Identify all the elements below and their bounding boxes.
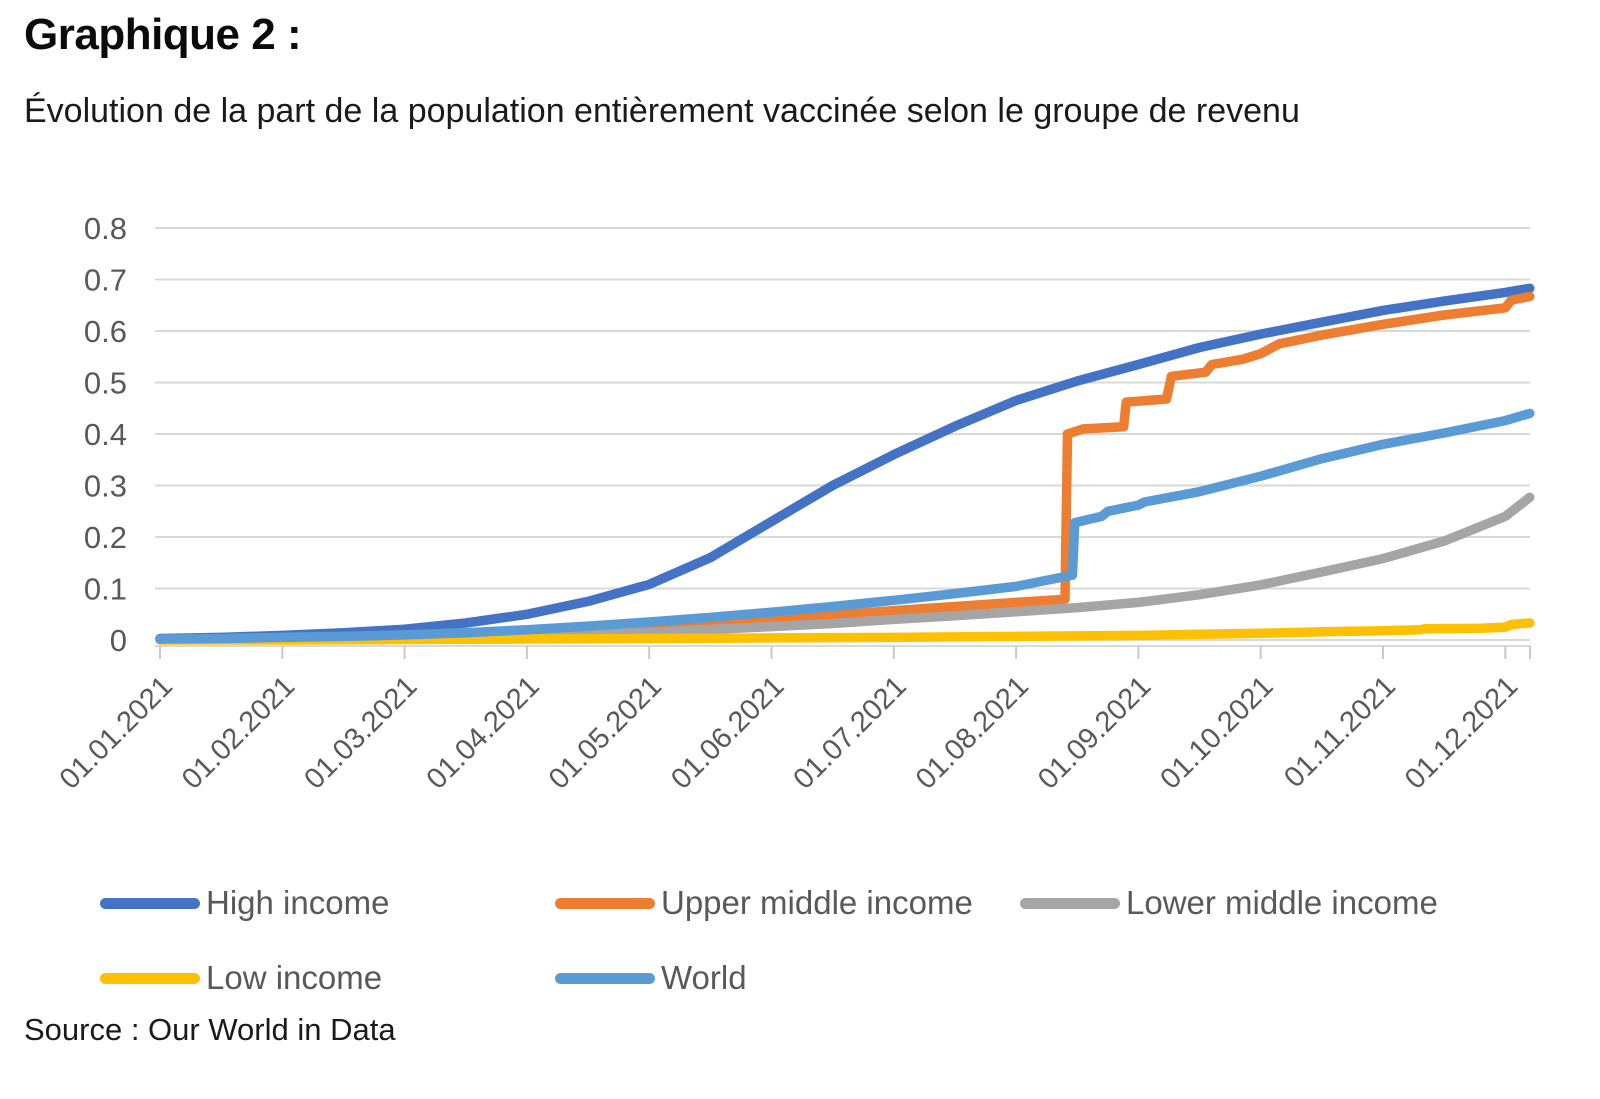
- x-tick-label: 01.07.2021: [787, 670, 913, 796]
- legend-item-upper-middle-income: [555, 885, 973, 921]
- x-tick-label: 01.11.2021: [1278, 670, 1402, 795]
- x-tick-label: 01.12.2021: [1398, 670, 1525, 796]
- legend-item-high-income: [100, 885, 389, 921]
- legend-label: Lower middle income: [1126, 884, 1438, 921]
- legend-marker-world: [555, 973, 655, 984]
- legend-label: World: [661, 959, 747, 996]
- x-tick-label: 01.06.2021: [665, 670, 791, 796]
- legend-label: Upper middle income: [661, 884, 973, 921]
- page-title: Graphique 2 :: [24, 10, 302, 59]
- x-tick-label: 01.09.2021: [1032, 670, 1158, 796]
- legend-item-low-income: [100, 960, 382, 996]
- legend-label: Low income: [206, 959, 383, 996]
- x-tick-label: 01.10.2021: [1154, 670, 1280, 796]
- y-tick-label: 0.8: [83, 211, 127, 246]
- y-tick-label: 0.4: [83, 417, 127, 452]
- legend-marker-lower-middle-income: [1020, 898, 1120, 909]
- y-tick-label: 0.3: [83, 468, 127, 504]
- x-tick-label: 01.01.2021: [53, 670, 179, 796]
- series-line-world: [160, 413, 1530, 639]
- series-line-high-income: [160, 288, 1530, 638]
- y-tick-label: 0.2: [83, 520, 127, 555]
- y-tick-label: 0.1: [83, 571, 127, 607]
- legend-item-world: [555, 960, 747, 996]
- y-tick-label: 0: [109, 623, 127, 658]
- x-tick-label: 01.08.2021: [909, 670, 1036, 796]
- chart-title: Évolution de la part de la population entièrement vaccinée selon le groupe de revenu: [24, 92, 1300, 130]
- legend-marker-low-income: [100, 973, 200, 984]
- legend-marker-upper-middle-income: [555, 898, 655, 909]
- x-tick-label: 01.05.2021: [542, 670, 669, 796]
- x-tick-label: 01.03.2021: [298, 670, 424, 796]
- x-tick-label: 01.02.2021: [175, 670, 302, 796]
- y-tick-label: 0.5: [83, 365, 127, 401]
- legend-marker-high-income: [100, 898, 200, 909]
- series-line-lower-middle-income: [160, 497, 1530, 639]
- legend-item-lower-middle-income: [1020, 885, 1438, 921]
- x-tick-label: 01.04.2021: [420, 670, 546, 796]
- source-text: Source : Our World in Data: [24, 1012, 396, 1047]
- legend-label: High income: [206, 884, 390, 921]
- y-tick-label: 0.6: [83, 314, 127, 349]
- y-tick-label: 0.7: [83, 262, 127, 298]
